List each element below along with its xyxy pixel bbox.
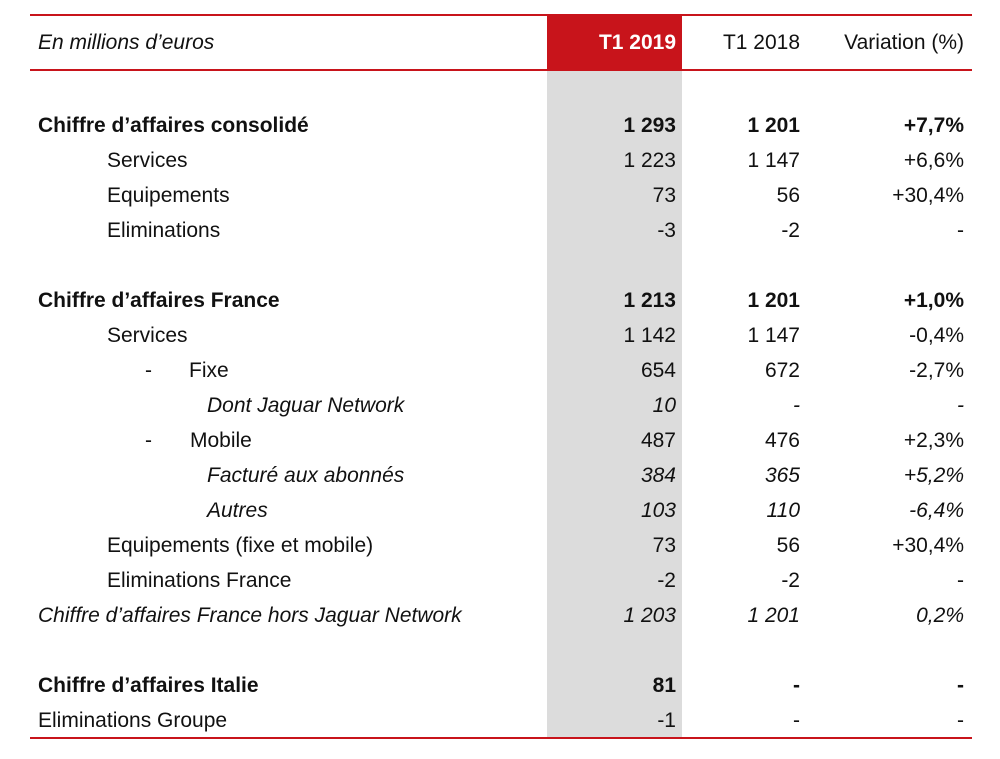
value-t1-2018: - [793,674,800,697]
value-t1-2019: 1 142 [623,324,676,347]
value-t1-2019: 103 [640,499,676,522]
bullet-dash: - [145,359,152,382]
value-variation: -2,7% [909,359,964,382]
value-variation: +30,4% [892,184,964,207]
value-t1-2018: 1 147 [747,324,800,347]
column-header-t1-2019: T1 2019 [598,31,676,54]
value-t1-2018: 1 201 [747,114,800,137]
row-services [30,143,972,178]
value-variation: - [957,709,964,732]
row-label: Services [107,149,188,172]
value-t1-2019: 73 [652,184,676,207]
value-variation: +1,0% [903,289,964,312]
value-t1-2018: 672 [764,359,800,382]
value-t1-2019: 654 [640,359,676,382]
value-t1-2019: 81 [652,674,676,697]
row-label: Equipements (fixe et mobile) [107,534,374,557]
value-variation: - [957,219,964,242]
row-mobile [30,423,972,458]
value-t1-2018: 1 201 [747,289,800,312]
value-variation: +6,6% [903,149,964,172]
value-variation: 0,2% [916,604,964,627]
value-variation: -0,4% [909,324,964,347]
row-facture-abonnes [30,458,972,493]
value-t1-2018: 476 [764,429,800,452]
value-variation: - [957,569,964,592]
row-fixe [30,353,972,388]
row-eliminations-france [30,563,972,598]
value-t1-2018: - [793,394,800,417]
value-t1-2019: 10 [652,394,676,417]
value-t1-2019: 1 293 [623,114,676,137]
value-t1-2018: - [793,709,800,732]
value-t1-2018: 1 201 [747,604,800,627]
value-variation: +5,2% [903,464,964,487]
row-label: Facturé aux abonnés [207,464,405,487]
row-label: Eliminations [107,219,221,242]
revenue-table [30,14,972,739]
value-t1-2019: 487 [640,429,676,452]
row-label: Chiffre d’affaires Italie [38,674,259,697]
value-t1-2018: -2 [781,219,800,242]
row-label: Dont Jaguar Network [207,394,405,417]
unit-label: En millions d’euros [38,31,215,54]
value-t1-2019: 384 [640,464,676,487]
value-variation: +7,7% [903,114,964,137]
row-dont-jaguar-network [30,388,972,423]
row-ca-italie [30,668,972,703]
row-label: Equipements [107,184,230,207]
value-t1-2018: 365 [764,464,800,487]
top-rule [30,14,972,16]
row-label: Services [107,324,188,347]
value-t1-2019: 1 223 [623,149,676,172]
row-ca-france [30,283,972,318]
value-t1-2019: 1 213 [623,289,676,312]
value-t1-2018: 56 [776,184,800,207]
value-variation: +30,4% [892,534,964,557]
value-t1-2019: 73 [652,534,676,557]
column-header-t1-2018: T1 2018 [722,31,800,54]
value-t1-2018: 56 [776,534,800,557]
value-variation: - [957,394,964,417]
value-t1-2018: -2 [781,569,800,592]
value-t1-2019: -3 [657,219,676,242]
value-t1-2019: -2 [657,569,676,592]
row-label: Mobile [190,429,252,452]
column-header-variation: Variation (%) [844,31,964,54]
row-ca-consolide [30,108,972,143]
value-t1-2018: 1 147 [747,149,800,172]
value-t1-2019: 1 203 [623,604,676,627]
row-label: Fixe [189,359,229,382]
row-label: Chiffre d’affaires France [38,289,280,312]
value-t1-2019: -1 [657,709,676,732]
value-variation: - [957,674,964,697]
row-label: Autres [207,499,268,522]
row-equipements-fixe-mobile [30,528,972,563]
value-t1-2018: 110 [766,499,800,522]
table-header [30,26,972,60]
header-rule [30,69,972,71]
row-autres [30,493,972,528]
row-ca-france-hors-jaguar [30,598,972,633]
row-label: Chiffre d’affaires consolidé [38,114,309,137]
row-equipements [30,178,972,213]
row-label: Eliminations France [107,569,292,592]
row-eliminations-groupe [30,703,972,738]
value-variation: -6,4% [909,499,964,522]
row-eliminations [30,213,972,248]
bullet-dash: - [145,429,152,452]
row-france-services [30,318,972,353]
row-label: Chiffre d’affaires France hors Jaguar Network [38,604,462,627]
value-variation: +2,3% [903,429,964,452]
row-label: Eliminations Groupe [38,709,228,732]
